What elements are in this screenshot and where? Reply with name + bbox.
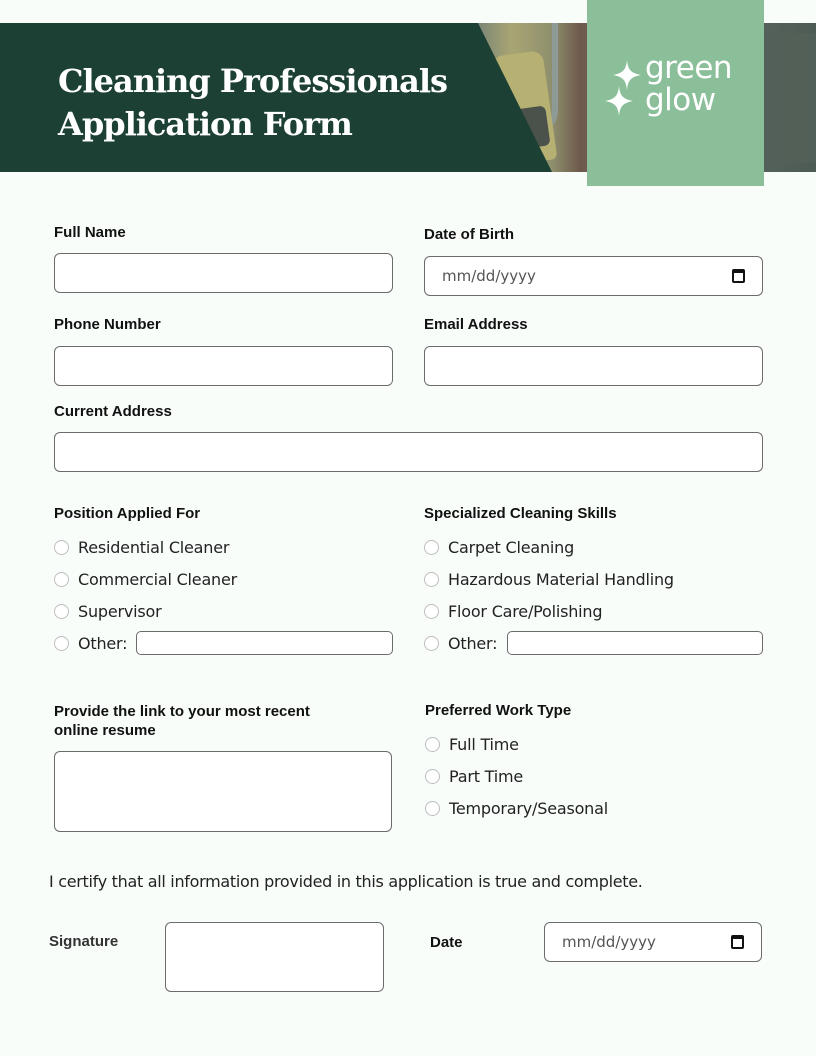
skill-option-floor[interactable] (424, 601, 602, 621)
logo (587, 0, 764, 186)
calendar-icon[interactable] (732, 269, 745, 283)
option-label: Other: (448, 633, 498, 653)
page-title (58, 60, 478, 146)
option-label: Other: (78, 633, 128, 653)
sparkle-icon (605, 86, 633, 116)
radio-button[interactable] (54, 572, 69, 587)
current-address-label: Current Address (54, 403, 172, 420)
radio-button[interactable] (424, 636, 439, 651)
date-of-birth-label: Date of Birth (424, 226, 514, 243)
resume-label-line1: Provide the link to your most recent (54, 703, 310, 720)
page-title-line2: Application Form (58, 105, 352, 143)
resume-link-input[interactable] (54, 751, 392, 832)
option-label: Carpet Cleaning (448, 537, 575, 557)
option-label: Commercial Cleaner (78, 569, 238, 589)
option-label: Floor Care/Polishing (448, 601, 603, 621)
position-option-supervisor[interactable] (54, 601, 162, 621)
full-name-label: Full Name (54, 224, 126, 241)
resume-label-line2: online resume (54, 722, 156, 739)
position-other-input[interactable] (136, 631, 393, 655)
page-title-line1: Cleaning Professionals (58, 62, 448, 100)
work-type-option-full-time[interactable] (425, 734, 519, 754)
radio-button[interactable] (424, 540, 439, 555)
logo-line1: green (645, 50, 733, 86)
signature-label: Signature (49, 933, 119, 950)
skills-label: Specialized Cleaning Skills (424, 505, 617, 522)
date-label: Date (430, 934, 463, 951)
calendar-icon[interactable] (731, 935, 744, 949)
work-type-option-temporary[interactable] (425, 798, 608, 818)
email-address-label: Email Address (424, 316, 528, 333)
option-label: Part Time (449, 766, 524, 786)
position-option-other[interactable] (54, 633, 127, 653)
work-type-option-part-time[interactable] (425, 766, 523, 786)
full-name-input[interactable] (54, 253, 393, 293)
logo-text (645, 52, 732, 116)
certify-statement: I certify that all information provided in this application is true and complete. (49, 872, 643, 891)
radio-button[interactable] (425, 801, 440, 816)
option-label: Temporary/Seasonal (449, 798, 608, 818)
option-label: Hazardous Material Handling (448, 569, 674, 589)
date-of-birth-placeholder: mm/dd/yyyy (442, 267, 536, 285)
position-option-residential[interactable] (54, 537, 229, 557)
option-label: Full Time (449, 734, 519, 754)
phone-number-input[interactable] (54, 346, 393, 386)
radio-button[interactable] (424, 604, 439, 619)
position-option-commercial[interactable] (54, 569, 237, 589)
phone-number-label: Phone Number (54, 316, 161, 333)
email-address-input[interactable] (424, 346, 763, 386)
work-type-label: Preferred Work Type (425, 702, 572, 719)
radio-button[interactable] (54, 636, 69, 651)
position-label: Position Applied For (54, 505, 201, 522)
radio-button[interactable] (54, 604, 69, 619)
date-placeholder: mm/dd/yyyy (562, 933, 656, 951)
logo-line2: glow (645, 82, 716, 118)
skill-option-other[interactable] (424, 633, 497, 653)
radio-button[interactable] (425, 737, 440, 752)
option-label: Supervisor (78, 601, 162, 621)
skill-option-carpet[interactable] (424, 537, 574, 557)
signature-input[interactable] (165, 922, 384, 992)
radio-button[interactable] (424, 572, 439, 587)
skill-other-input[interactable] (507, 631, 763, 655)
radio-button[interactable] (425, 769, 440, 784)
sofa-shape (756, 33, 816, 163)
option-label: Residential Cleaner (78, 537, 230, 557)
date-input[interactable] (544, 922, 762, 962)
current-address-input[interactable] (54, 432, 763, 472)
date-of-birth-input[interactable] (424, 256, 763, 296)
skill-option-hazardous[interactable] (424, 569, 674, 589)
radio-button[interactable] (54, 540, 69, 555)
resume-label (54, 702, 310, 740)
